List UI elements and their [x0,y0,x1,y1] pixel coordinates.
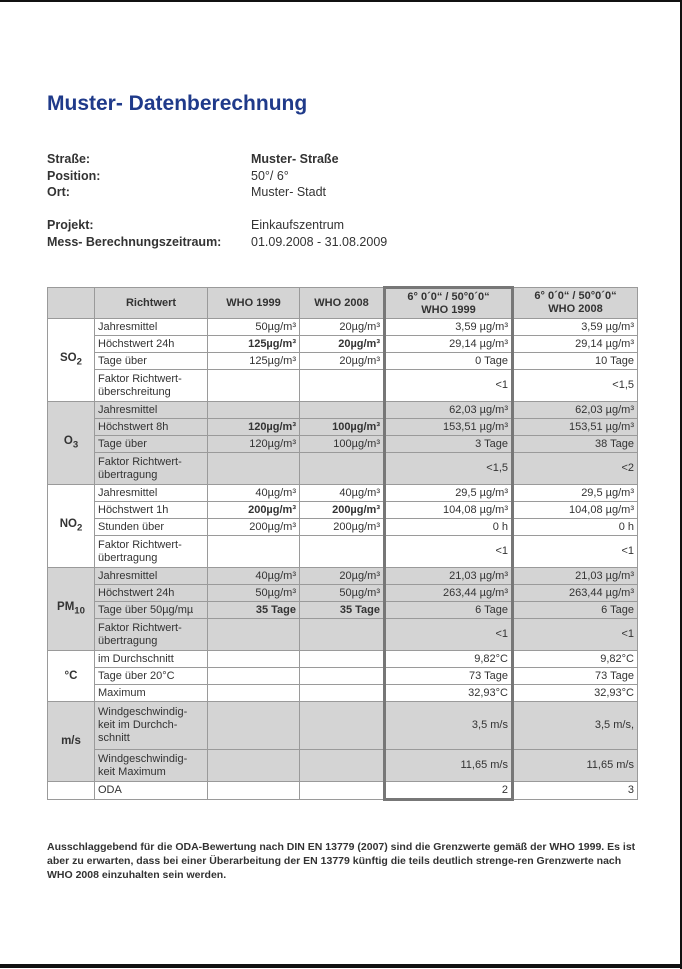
table-row [48,685,638,702]
info-value: Muster- Stadt [251,185,327,199]
who2008-value [300,370,385,402]
who2008-value: 100µg/m³ [300,419,385,436]
table-row [48,419,638,436]
table-row [48,519,638,536]
who1999-value [208,782,300,800]
table-row [48,436,638,453]
measured-value-1999: 11,65 m/s [385,750,513,782]
row-label: Tage über [95,436,208,453]
oda-value-2008: 3 [513,782,638,800]
who1999-value: 125µg/m³ [208,353,300,370]
group-label-o3 [48,402,95,485]
measured-value-2008: 62,03 µg/m³ [513,402,638,419]
who1999-value: 200µg/m³ [208,502,300,519]
who2008-value: 20µg/m³ [300,319,385,336]
measured-value-2008: 10 Tage [513,353,638,370]
who1999-value [208,536,300,568]
who2008-value: 20µg/m³ [300,568,385,585]
who1999-value: 50µg/m³ [208,319,300,336]
table-row [48,536,638,568]
info-label: Ort: [47,185,70,199]
measured-value-2008: <1,5 [513,370,638,402]
who1999-value: 200µg/m³ [208,519,300,536]
group-wind [48,702,638,782]
table-header-row [48,288,638,319]
measured-value-2008: 3,5 m/s, [513,702,638,750]
measured-value-2008: <1 [513,619,638,651]
measured-value-1999: 32,93°C [385,685,513,702]
who1999-value [208,453,300,485]
measured-value-1999: 6 Tage [385,602,513,619]
measured-value-1999: 9,82°C [385,651,513,668]
row-label: im Durchschnitt [95,651,208,668]
measured-value-1999: 104,08 µg/m³ [385,502,513,519]
location-info [47,151,339,201]
who2008-value [300,402,385,419]
header-position-standard: WHO 2008 [548,303,603,315]
row-label: Höchstwert 1h [95,502,208,519]
measured-value-1999: 62,03 µg/m³ [385,402,513,419]
who1999-value: 50µg/m³ [208,585,300,602]
measured-value-1999: <1,5 [385,453,513,485]
who1999-value [208,702,300,750]
oda-value-1999: 2 [385,782,513,800]
header-position-coords: 6° 0´0“ / 50°0´0“ [534,290,617,302]
row-label: Faktor Richtwert-übertragung [95,453,208,485]
row-label: Faktor Richtwert-überschreitung [95,370,208,402]
table-row [48,651,638,668]
measured-value-2008: 153,51 µg/m³ [513,419,638,436]
measured-value-2008: 263,44 µg/m³ [513,585,638,602]
who2008-value [300,702,385,750]
who1999-value [208,651,300,668]
who1999-value [208,402,300,419]
info-value: Einkaufszentrum [251,218,345,232]
table-row [48,568,638,585]
row-label: Höchstwert 24h [95,336,208,353]
measured-value-2008: 29,14 µg/m³ [513,336,638,353]
who2008-value [300,668,385,685]
row-label: Jahresmittel [95,402,208,419]
who2008-value [300,651,385,668]
group-pm10 [48,568,638,651]
row-label: Windgeschwindig-keit Maximum [95,750,208,782]
measured-value-2008: <2 [513,453,638,485]
row-label: Höchstwert 24h [95,585,208,602]
who1999-value [208,685,300,702]
table-row [48,619,638,651]
measured-value-1999: <1 [385,536,513,568]
row-label: Maximum [95,685,208,702]
info-label: Position: [47,168,101,183]
group-label-no2 [48,485,95,568]
group-so2 [48,319,638,402]
table-row [48,782,638,800]
group-label-text: PM [57,600,75,613]
table-row [48,502,638,519]
row-label: Stunden über [95,519,208,536]
header-position-who1999 [385,288,513,319]
measured-value-1999: 0 Tage [385,353,513,370]
row-label: Jahresmittel [95,485,208,502]
who1999-value [208,750,300,782]
header-who1999: WHO 1999 [208,288,300,319]
measured-value-1999: 3 Tage [385,436,513,453]
row-label: ODA [95,782,208,800]
measured-value-1999: 29,5 µg/m³ [385,485,513,502]
row-label: Tage über 20°C [95,668,208,685]
measured-value-2008: 73 Tage [513,668,638,685]
measured-value-1999: <1 [385,370,513,402]
group-label-subscript: 3 [72,439,79,451]
who2008-value [300,619,385,651]
who2008-value: 100µg/m³ [300,436,385,453]
measured-value-2008: 11,65 m/s [513,750,638,782]
who2008-value: 20µg/m³ [300,336,385,353]
measured-value-1999: 3,5 m/s [385,702,513,750]
top-border [0,0,682,2]
who2008-value: 50µg/m³ [300,585,385,602]
measured-value-1999: 153,51 µg/m³ [385,419,513,436]
info-label: Projekt: [47,218,94,232]
table-row [48,602,638,619]
header-position-who2008 [513,288,638,319]
table-row [48,485,638,502]
table-row [48,353,638,370]
measured-value-1999: 0 h [385,519,513,536]
measured-value-2008: <1 [513,536,638,568]
info-label: Mess- Berechnungszeitraum: [47,234,222,249]
table-row [48,402,638,419]
info-row-position [47,168,339,185]
measured-value-2008: 21,03 µg/m³ [513,568,638,585]
group-label-text: NO [59,517,77,530]
measured-value-2008: 32,93°C [513,685,638,702]
who1999-value [208,619,300,651]
measurement-table [47,286,638,801]
row-label: Tage über 50µg/mµ [95,602,208,619]
who1999-value [208,370,300,402]
who2008-value: 200µg/m³ [300,502,385,519]
measured-value-1999: 29,14 µg/m³ [385,336,513,353]
who2008-value: 200µg/m³ [300,519,385,536]
group-label-subscript: 2 [76,522,83,534]
table-row [48,453,638,485]
footnote: Ausschlaggebend für die ODA-Bewertung nach DIN EN 13779 (2007) sind die Grenzwerte gemäß der WHO 1999. Es ist aber zu erwarten, dass bei einer Überarbeitung der EN 13779 künftig die teils deutlich strenge-ren Grenzwerte nach WHO 2008 einzuhalten sein werden. [47,841,636,881]
table-row [48,336,638,353]
measured-value-1999: 21,03 µg/m³ [385,568,513,585]
table-row [48,750,638,782]
who2008-value: 35 Tage [300,602,385,619]
group-label-temperature: °C [48,651,95,702]
info-row-zeitraum [47,234,387,251]
group-label-text: SO [60,351,77,364]
who2008-value [300,685,385,702]
measured-value-2008: 104,08 µg/m³ [513,502,638,519]
who1999-value [208,668,300,685]
group-label-empty [48,782,95,800]
measured-value-1999: <1 [385,619,513,651]
row-label: Jahresmittel [95,568,208,585]
measured-value-2008: 9,82°C [513,651,638,668]
who1999-value: 35 Tage [208,602,300,619]
who2008-value: 20µg/m³ [300,353,385,370]
table-row [48,668,638,685]
measured-value-1999: 3,59 µg/m³ [385,319,513,336]
header-empty [48,288,95,319]
group-o3 [48,402,638,485]
header-who2008: WHO 2008 [300,288,385,319]
header-position-coords: 6° 0´0“ / 50°0´0“ [407,290,490,303]
who2008-value [300,453,385,485]
who1999-value: 40µg/m³ [208,485,300,502]
group-label-text: O [63,434,73,447]
group-no2 [48,485,638,568]
measured-value-1999: 263,44 µg/m³ [385,585,513,602]
who2008-value [300,536,385,568]
table-row [48,370,638,402]
group-label-so2 [48,319,95,402]
row-label: Höchstwert 8h [95,419,208,436]
header-position-standard: WHO 1999 [421,303,476,316]
group-temperature [48,651,638,702]
header-richtwert: Richtwert [95,288,208,319]
info-row-ort [47,184,339,201]
bottom-border [0,964,682,968]
table-row [48,319,638,336]
who2008-value: 40µg/m³ [300,485,385,502]
measured-value-2008: 38 Tage [513,436,638,453]
measured-value-2008: 3,59 µg/m³ [513,319,638,336]
row-label: Faktor Richtwert-übertragung [95,619,208,651]
row-label: Jahresmittel [95,319,208,336]
row-label: Tage über [95,353,208,370]
who2008-value [300,750,385,782]
info-row-projekt [47,217,387,234]
table-row [48,585,638,602]
who1999-value: 40µg/m³ [208,568,300,585]
who1999-value: 125µg/m³ [208,336,300,353]
info-label: Straße: [47,152,91,166]
measured-value-2008: 6 Tage [513,602,638,619]
who1999-value: 120µg/m³ [208,436,300,453]
group-oda [48,782,638,800]
who2008-value [300,782,385,800]
row-label: Windgeschwindig-keit im Durchch-schnitt [95,702,208,750]
info-value: Muster- Straße [251,152,339,166]
info-row-strasse [47,151,339,168]
table-row [48,702,638,750]
group-label-pm10 [48,568,95,651]
row-label: Faktor Richtwert-übertragung [95,536,208,568]
info-value: 50°/ 6° [251,168,289,183]
who1999-value: 120µg/m³ [208,419,300,436]
project-info [47,217,387,250]
page-title: Muster- Datenberechnung [47,92,308,115]
measured-value-2008: 29,5 µg/m³ [513,485,638,502]
group-label-subscript: 10 [74,605,85,617]
info-value: 01.09.2008 - 31.08.2009 [251,234,388,249]
measured-value-1999: 73 Tage [385,668,513,685]
group-label-subscript: 2 [76,356,82,368]
group-label-wind: m/s [48,702,95,782]
measured-value-2008: 0 h [513,519,638,536]
